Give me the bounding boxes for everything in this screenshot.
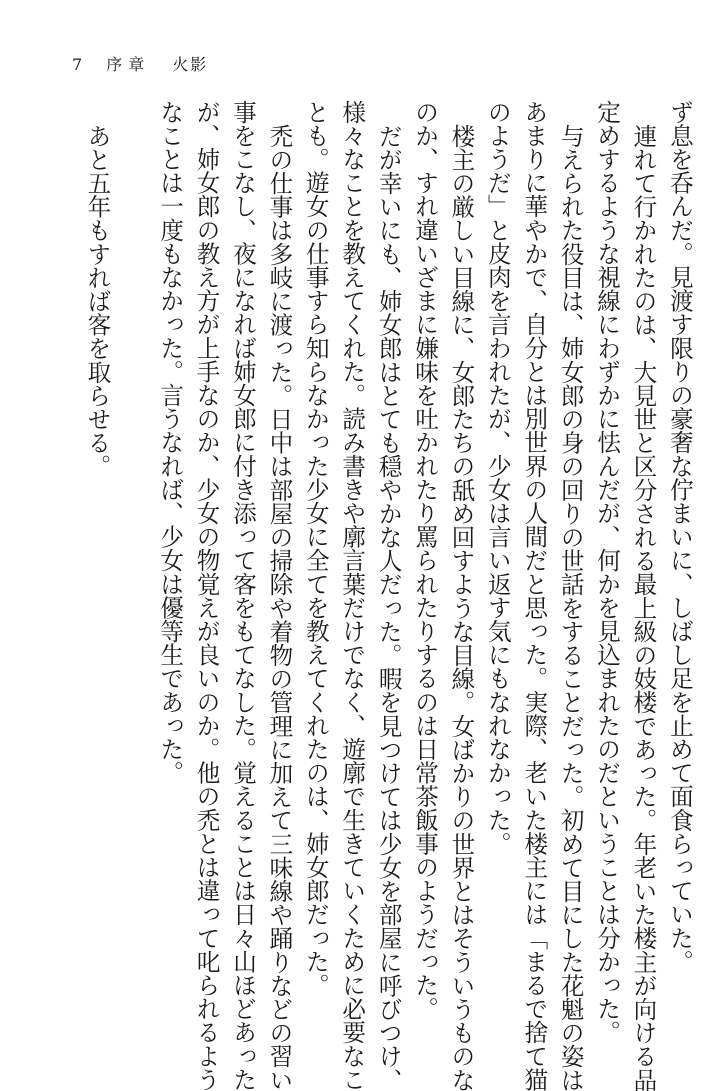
text-line: 与えられた役目は、姉女郎の身の回りの世話をすることだった。初めて目にした花魁の姿は: [556, 123, 585, 1091]
text-line: 様々なことを教えてくれた。読み書きや廓言葉だけでなく、遊廓で生きていくために必要なこ: [338, 100, 367, 1091]
part-label: 序章: [106, 55, 151, 74]
vertical-body-text: [79, 100, 694, 1091]
running-header: [72, 52, 208, 75]
blank-line: [115, 100, 151, 980]
text-line: のか、すれ違いざまに嫌味を吐かれたり罵られたりするのは日常茶飯事のようだった。: [411, 100, 440, 1021]
text-line: が、姉女郎の教え方が上手なのか、少女の物覚えが良いのか。他の禿とは違って叱られるよう: [192, 100, 221, 1091]
text-line: 楼主の厳しい目線に、女郎たちの舐め回すような目線。女ばかりの世界とはそういうものな: [447, 123, 476, 1091]
text-line: 定めするような視線にわずかに怯んだが、何かを見込まれたのだということは分かった。: [593, 100, 622, 1044]
text-line: あまりに華やかで、自分とは別世界の人間だと思った。実際、老いた楼主には「まるで捨て猫: [520, 100, 549, 1091]
text-line: のようだ」と皮肉を言われたが、少女は言い返す気にもなれなかった。: [483, 100, 512, 856]
text-line: 事をこなし、夜になれば姉女郎に付き添って客をもてなした。覚えることは日々山ほどあった: [229, 100, 258, 1091]
text-line: 禿の仕事は多岐に渡った。日中は部屋の掃除や着物の管理に加えて三味線や踊りなどの習い: [265, 123, 294, 1091]
text-lines: [79, 100, 698, 1091]
text-line: なことは一度もなかった。言うなれば、少女は優等生であった。: [156, 100, 185, 785]
text-line: だが幸いにも、姉女郎はとても穏やかな人だった。暇を見つけては少女を部屋に呼びつけ、: [374, 123, 403, 1091]
text-line: あと五年もすれば客を取らせる。: [83, 123, 112, 478]
text-line: とも。遊女の仕事すら知らなかった少女に全てを教えてくれたのは、姉女郎だった。: [301, 100, 330, 997]
chapter-title: 火影: [172, 55, 209, 74]
text-line: ず息を呑んだ。見渡す限りの豪奢な佇まいに、しばし足を止めて面食らっていた。: [665, 100, 694, 974]
page-number: 7: [72, 55, 85, 74]
text-line: 連れて行かれたのは、大見世と区分される最上級の妓楼であった。年老いた楼主が向ける品: [629, 123, 658, 1091]
